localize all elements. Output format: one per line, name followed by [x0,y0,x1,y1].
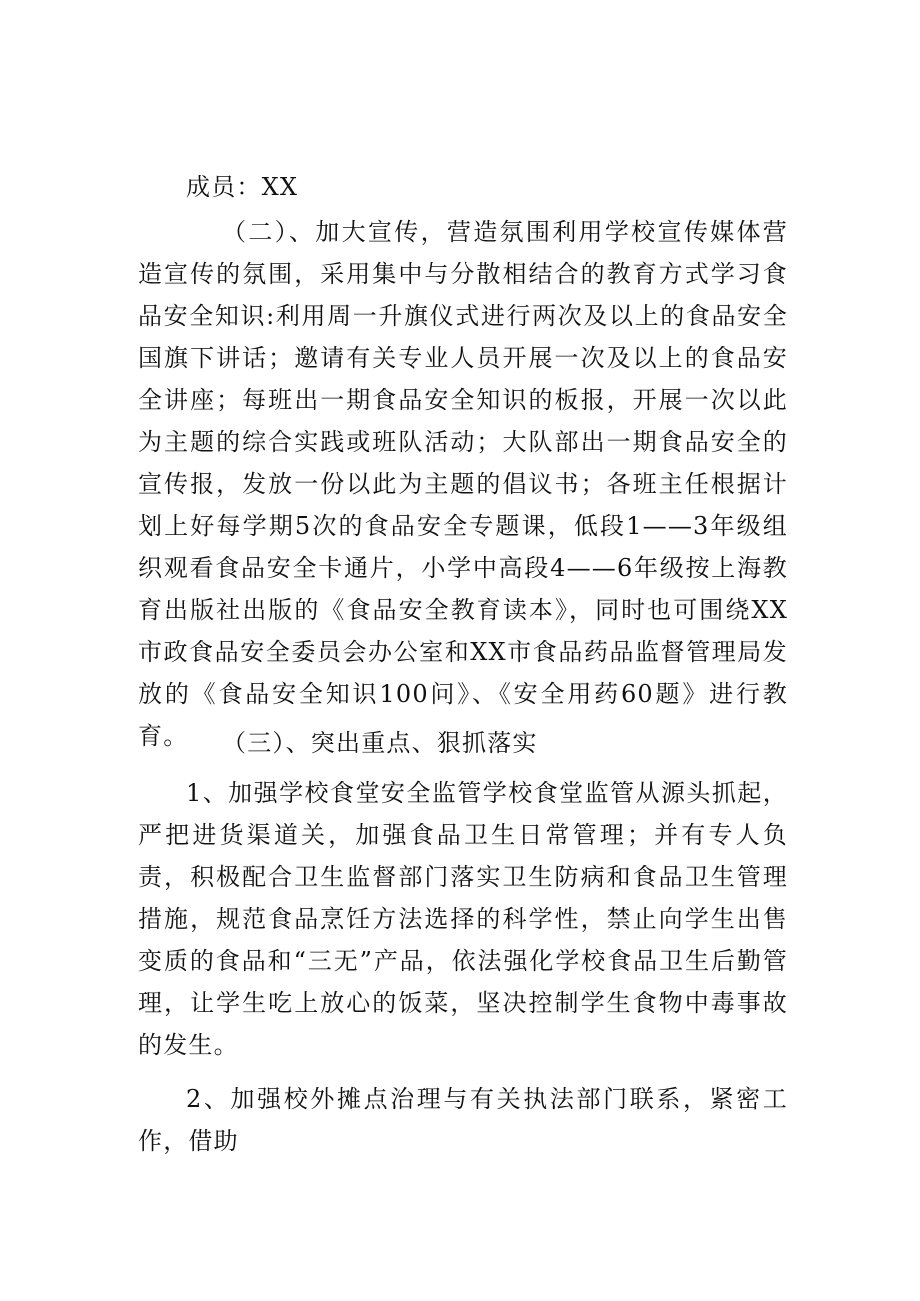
section-two-content [138,211,788,757]
item-one-title: 1、加强学校食堂安全监管 [186,779,483,807]
item-two-body: 与有关执法部门联系，紧密工作，借助 [138,1085,788,1155]
member-line [138,166,788,208]
item-one-paragraph [138,772,788,1066]
section-two-paragraph [138,211,788,757]
item-two-paragraph [138,1078,788,1162]
item-one-content [138,772,788,1066]
member-line-block [138,166,788,208]
section-two-body: 利用学校宣传媒体营造宣传的氛围，采用集中与分散相结合的教育方式学习食品安全知识:利用周一升旗仪式进行两次及以上的食品安全国旗下讲话；邀请有关专业人员开展一次及以上的食品安全讲座；每班出一期食品安全知识的板报，开展一次以此为主题的综合实践或班队活动；大队部出一期食品安全的宣传报，发放一份以此为主题的倡议书；各班主任根据计划上好每学期5次的食品安全专题课，低段1——3年级组织观看食品安全卡通片，小学中高段4——6年级按上海教育出版社出版的《食品安全教育读本》，同时也可围绕XX市政食品安全委员会办公室和XX市食品药品监督管理局发放的《食品安全知识100问》、《安全用药60题》进行教育。 [138,218,788,750]
section-three-title: （三）、突出重点、狠抓落实 [222,729,538,757]
section-three-heading [138,722,788,764]
item-one-body: 学校食堂监管从源头抓起，严把进货渠道关，加强食品卫生日常管理；并有专人负责，积极配合卫生监督部门落实卫生防病和食品卫生管理措施，规范食品烹饪方法选择的科学性，禁止向学生出售变质的食品和“三无”产品，依法强化学校食品卫生后勤管理，让学生吃上放心的饭菜，坚决控制学生食物中毒事故的发生。 [138,779,788,1059]
section-three-heading-block [138,722,788,764]
member-line-text: 成员：XX [186,173,299,201]
item-two-title: 2、加强校外摊点治理 [186,1085,444,1113]
item-two-content [138,1078,788,1162]
section-two-title: （二）、加大宣传，营造氛围 [222,218,553,246]
